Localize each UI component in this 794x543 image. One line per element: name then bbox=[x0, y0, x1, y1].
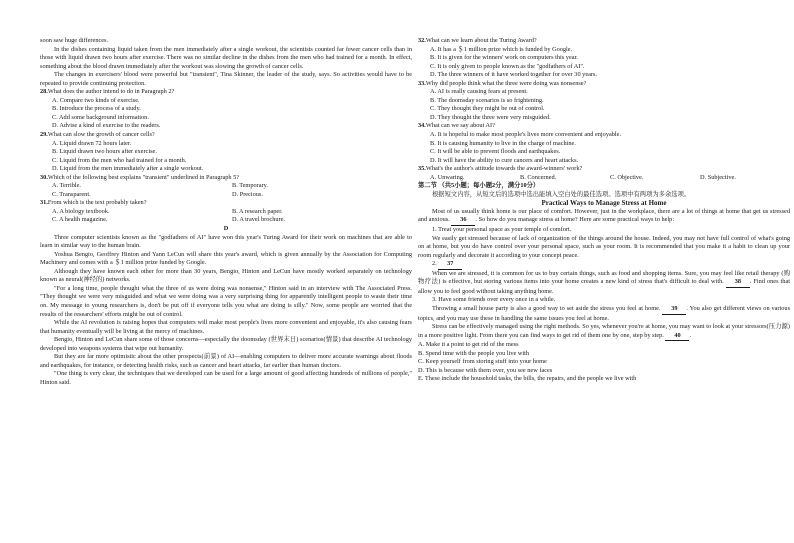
option: B. Introduce the process of a study. bbox=[52, 105, 141, 113]
option: C. Transparent. bbox=[52, 190, 91, 198]
option: C. It will be able to prevent floods and earthquakes. bbox=[430, 148, 561, 156]
blank-40: 40 bbox=[665, 332, 689, 342]
option-row bbox=[40, 216, 412, 225]
question-stem: Which of the following best explains "transient" underlined in Paragraph 5? bbox=[47, 173, 240, 181]
option: D. Advise a kind of exercise to the readers. bbox=[52, 122, 161, 130]
option: D. It will have the ability to cure cancers and heart attacks. bbox=[430, 156, 579, 164]
paragraph: While the AI revolution is raising hopes that computers will make most people's lives more convenient and enjoyable, it's also causing fears that humanity eventually will be living at the mercy of machines. bbox=[40, 319, 412, 335]
question-number: 31. bbox=[40, 199, 48, 207]
option: A. A biology textbook. bbox=[52, 207, 110, 215]
question-stem: What can we say about AI? bbox=[425, 122, 495, 130]
option: A. It is hopeful to make most people's lives more convenient and enjoyable. bbox=[430, 131, 622, 139]
paragraph bbox=[418, 260, 790, 270]
option: D. A travel brochure. bbox=[232, 216, 285, 224]
paragraph-text: Most of us usually think home is our place of comfort. However, just in the workplace, there are a lot of things at home that get us stressed and anxious. bbox=[418, 207, 790, 224]
blank-36: 36 bbox=[451, 216, 475, 226]
intro-line: soon saw huge differences. bbox=[40, 37, 109, 44]
option: A. Unwaring. bbox=[430, 173, 465, 181]
blank-37: 37 bbox=[438, 260, 462, 270]
paragraph: Although they have known each other for more than 30 years, Bengio, Hinton and LeCun have mostly worked separately on technology known as neural(神经的) networks. bbox=[40, 267, 412, 284]
option-row bbox=[418, 174, 790, 183]
option: B. Concerned. bbox=[520, 173, 557, 181]
paragraph bbox=[418, 270, 790, 297]
choice: A. Make it a point to get rid of the mess bbox=[418, 341, 519, 349]
paragraph: 1. Treat your personal space as your temple of comfort. bbox=[432, 226, 572, 234]
question-33 bbox=[418, 80, 790, 89]
paragraph: "One thing is very clear, the techniques that we developed can be used for a large amount of good affecting hundreds of millions of people," Hinton said. bbox=[40, 370, 412, 386]
option: B. The doomsday scenarios is so frightening. bbox=[430, 96, 544, 104]
question-number: 28. bbox=[40, 88, 48, 96]
paragraph: Three computer scientists known as the "godfathers of AI" have won this year's Turing Award for their work on machines that are able to learn in similar way to the human brain. bbox=[40, 233, 412, 250]
question-number: 30. bbox=[40, 173, 48, 181]
question-31 bbox=[40, 199, 412, 208]
option: D. Precious. bbox=[232, 190, 263, 198]
question-stem: Why did people think what the three were doing was nonsense? bbox=[425, 79, 587, 87]
option: A. Compare two kinds of exercise. bbox=[52, 96, 140, 104]
question-stem: What's the author's attitude towards the award-winners' work? bbox=[425, 165, 583, 173]
question-30 bbox=[40, 174, 412, 183]
paragraph-text: . So how do you manage stress at home? Here are some practical ways to help: bbox=[475, 216, 675, 224]
option: B. A research paper. bbox=[232, 207, 283, 215]
paragraph bbox=[418, 208, 790, 226]
choice: C. Keep yourself from storing stuff into your home bbox=[418, 358, 547, 366]
question-34 bbox=[418, 122, 790, 131]
section-d-heading: D bbox=[223, 225, 229, 233]
option: C. A health magazine. bbox=[52, 216, 108, 224]
option: C. It is only given to people known as the "godfathers of AI". bbox=[430, 62, 585, 70]
option: A. Liquid drawn 72 hours later. bbox=[52, 139, 132, 147]
paragraph: Yoshua Bengio, Geoffrey Hinton and Yann LeCun will share this year's award, which is given annually by the Association for Computing Machinery and comes with a ＄1 million prize funded by Google. bbox=[40, 250, 412, 267]
choice: D. This is because with them over, you see new faces bbox=[418, 366, 553, 374]
question-29 bbox=[40, 131, 412, 140]
question-stem: From which is the text probably taken? bbox=[47, 199, 147, 207]
paragraph: Bengio, Hinton and LeCun share some of those concerns—especially the doomsday (世界末日) scenarios(情景) that describe AI technology developed into weapons systems that wipe out humanity. bbox=[40, 336, 412, 352]
paragraph: The changes in exercisers' blood were powerful but "transient", Tina Skinner, the leader of the study, says. So activities would have to be repeated to provide continuing protection. bbox=[40, 71, 412, 87]
option: C. Liquid from the men who had trained for a month. bbox=[52, 156, 187, 164]
paragraph bbox=[418, 305, 790, 323]
question-32 bbox=[418, 37, 790, 46]
section-2-instructions: 根据短文内容，从短文后的选项中选出能填入空白处的最佳选项。选项中有两项为多余选项。 bbox=[432, 190, 691, 198]
question-number: 35. bbox=[418, 165, 426, 173]
question-number: 34. bbox=[418, 122, 426, 130]
paragraph-text: . Find ones that allow you to feel good without taking anything home. bbox=[418, 278, 790, 295]
option: C. They thought they might be out of control. bbox=[430, 105, 545, 113]
paragraph-text: 2. bbox=[432, 260, 437, 268]
left-column bbox=[40, 37, 412, 387]
option: D. Liquid from the men immediately after a single workout. bbox=[52, 165, 204, 173]
blank-39: 39 bbox=[662, 305, 686, 315]
passage-title: Practical Ways to Manage Stress at Home bbox=[541, 199, 667, 208]
paragraph: In the dishes containing liquid taken from the men immediately after a single workout, the scientists counted far fewer cancer cells than in those with liquid drawn two hours after exercise. There was no similar decline in the dishes from the men who had trained for a month. In effect, something about the blood drawn immediately after the workout was slowing the growth of cancer cells. bbox=[40, 45, 412, 70]
choice: B. Spend time with the people you live with bbox=[418, 349, 530, 357]
paragraph-text: When we are stressed, it is common for us to buy certain things, such as food and shopping items. Sure, you may feel like retail therapy (购物疗法) is effective, but storing various items into your home creates a new kind of stress that's difficult to deal with. bbox=[418, 269, 790, 286]
question-stem: What can slow the growth of cancer cells? bbox=[47, 131, 155, 139]
option: B. It is causing humanity to live in the charge of machine. bbox=[430, 139, 576, 147]
choice: E. These include the household tasks, the bills, the repairs, and the people we live with bbox=[418, 375, 637, 383]
question-number: 29. bbox=[40, 131, 48, 139]
section-2-header: 第二节 （共5小题；每小题2分，满分10分） bbox=[418, 182, 540, 190]
question-number: 33. bbox=[418, 79, 426, 87]
option: A. Terrible. bbox=[52, 182, 81, 190]
question-35 bbox=[418, 165, 790, 174]
option-row bbox=[40, 182, 412, 191]
option: D. They thought the three were very misguided. bbox=[430, 113, 551, 121]
paragraph: "For a long time, people thought what the three of us were doing was nonsense," Hinton said in an interview with The Associated Press. "They thought we were very misguided and what we were doing was a very surprising thing for apparently intelligent people to waste their time on. My message to young researchers is, don't be put off if everyone tells you what are doing is silly." Now, some people are worried that the results of the researchers' efforts might be out of control. bbox=[40, 284, 412, 318]
paragraph-text: Throwing a small house party is also a good way to set aside the stress you feel at home. bbox=[432, 304, 661, 312]
option: C. Objective. bbox=[610, 173, 644, 181]
option: B. Liquid drawn two hours after exercise. bbox=[52, 148, 157, 156]
option: C. Add some background information. bbox=[52, 113, 149, 121]
option: D. Subjective. bbox=[700, 173, 736, 181]
question-stem: What does the author intend to do in Paragraph 2? bbox=[47, 88, 175, 96]
option: A. AI is really causing fears at present. bbox=[430, 88, 528, 96]
question-28 bbox=[40, 88, 412, 97]
option: B. Temporary. bbox=[232, 182, 268, 190]
paragraph: We easily get stressed because of lack of organization of the things around the house. Indeed, you may not have full control of what's going on at home, but you do have control over your personal space, such as your room. It is recommended that you make it a habit to clean up your room regularly and decorate it according to your concept peace. bbox=[418, 234, 790, 259]
paragraph bbox=[418, 323, 790, 341]
option: A. It has a ＄1 million prize which is funded by Google. bbox=[430, 45, 573, 53]
question-stem: What can we learn about the Turing Award? bbox=[425, 37, 537, 44]
option: B. It is given for the winners' work on computers this year. bbox=[430, 54, 578, 62]
option-row bbox=[40, 208, 412, 217]
paragraph-text: Stress can be effectively managed using the right methods. So yes, whenever you're at home, you may want to look at your stressors(压力源) in a more positive light. From there you can find ways to get rid of them one by one, step by step. bbox=[418, 323, 790, 339]
paragraph: But they are far more optimistic about the other prospects(前景) of AI—enabling computers to deliver more accurate warnings about floods and earthquakes, for instance, or detecting health risks, such as cancer and heart attacks, far earlier than human doctors. bbox=[40, 353, 412, 369]
blank-38: 38 bbox=[726, 278, 750, 288]
paragraph-text: . You also get different views on various topics, and you may use these in handling the same issues you feel at home. bbox=[418, 304, 791, 322]
paragraph: 3. Have some friends over every once in a while. bbox=[432, 296, 556, 304]
option-row bbox=[40, 191, 412, 200]
question-number: 32. bbox=[418, 37, 426, 44]
option: D. The three winners of it have worked together for over 30 years. bbox=[430, 71, 598, 79]
right-column bbox=[418, 37, 790, 384]
paragraph-text: . bbox=[689, 331, 692, 339]
